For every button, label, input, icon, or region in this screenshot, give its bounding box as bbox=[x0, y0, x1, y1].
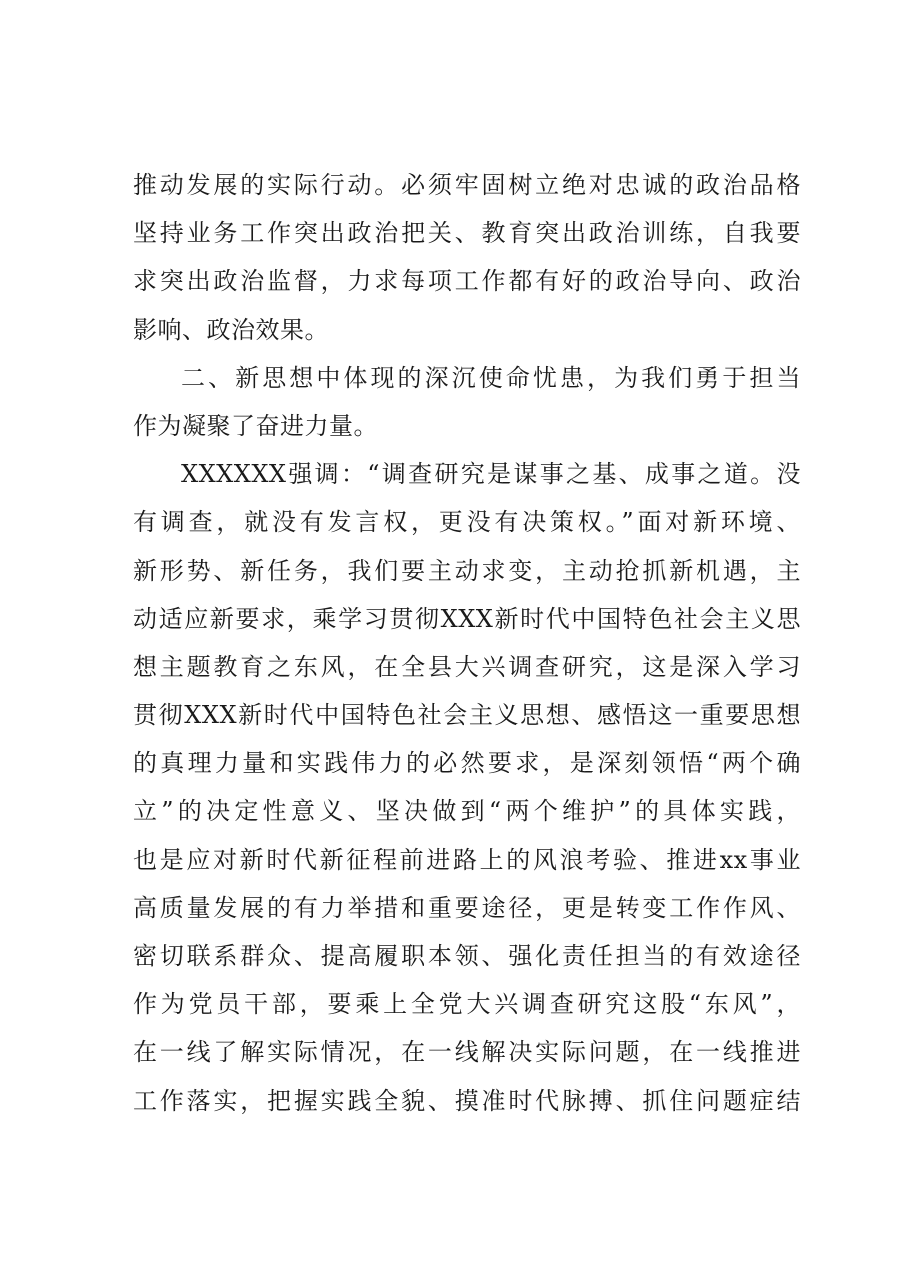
text-line: 想主题教育之东风，在全县大兴调查研究，这是深入学习 bbox=[133, 652, 801, 681]
text-line: 密切联系群众、提高履职本领、强化责任担当的有效途径 bbox=[133, 942, 801, 970]
text-line: 立”的决定性意义、坚决做到“两个维护”的具体实践， bbox=[133, 797, 801, 826]
body-text bbox=[133, 161, 801, 1125]
text-line: 贯彻XXX新时代中国特色社会主义思想、感悟这一重要思想 bbox=[133, 701, 801, 730]
text-line: 二、新思想中体现的深沉使命忧患，为我们勇于担当 bbox=[181, 363, 801, 392]
paragraph-3 bbox=[133, 450, 801, 1125]
text-line: 有调查，就没有发言权，更没有决策权。”面对新环境、 bbox=[133, 508, 801, 537]
text-line: 作为凝聚了奋进力量。 bbox=[133, 411, 378, 440]
text-line: 在一线了解实际情况，在一线解决实际问题，在一线推进 bbox=[133, 1038, 801, 1067]
text-line: XXXXXX强调：“调查研究是谋事之基、成事之道。没 bbox=[181, 460, 801, 489]
text-line: 高质量发展的有力举措和重要途径，更是转变工作作风、 bbox=[133, 893, 801, 922]
text-line: 的真理力量和实践伟力的必然要求，是深刻领悟“两个确 bbox=[133, 749, 801, 778]
text-line: 新形势、新任务，我们要主动求变，主动抢抓新机遇，主 bbox=[133, 556, 801, 585]
text-line: 坚持业务工作突出政治把关、教育突出政治训练，自我要 bbox=[133, 219, 801, 248]
paragraph-1 bbox=[133, 161, 801, 354]
section-heading-2 bbox=[133, 354, 801, 450]
text-line: 影响、政治效果。 bbox=[133, 315, 329, 344]
text-line: 作为党员干部，要乘上全党大兴调查研究这股“东风”， bbox=[133, 990, 801, 1019]
text-line: 也是应对新时代新征程前进路上的风浪考验、推进xx事业 bbox=[133, 845, 801, 874]
text-line: 推动发展的实际行动。必须牢固树立绝对忠诚的政治品格 bbox=[133, 171, 801, 199]
text-line: 求突出政治监督，力求每项工作都有好的政治导向、政治 bbox=[133, 267, 801, 296]
text-line: 工作落实，把握实践全貌、摸准时代脉搏、抓住问题症结 bbox=[133, 1086, 801, 1115]
text-line: 动适应新要求，乘学习贯彻XXX新时代中国特色社会主义思 bbox=[133, 604, 801, 633]
